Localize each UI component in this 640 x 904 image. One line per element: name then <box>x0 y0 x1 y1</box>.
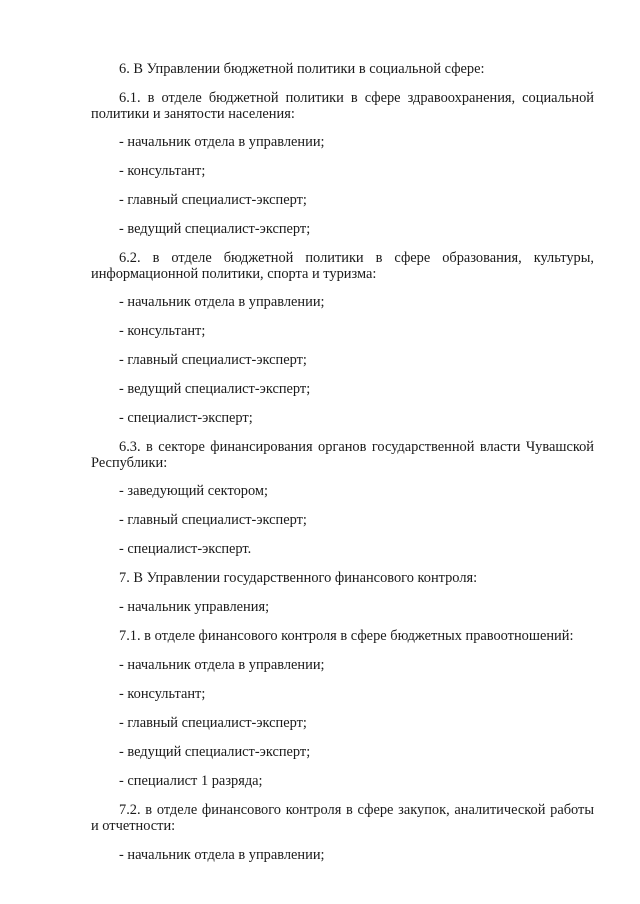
list-item: - заведующий сектором; <box>119 483 268 499</box>
subsection-6-2-heading-line-2: информационной политики, спорта и туризма: <box>91 266 377 282</box>
section-6-heading: 6. В Управлении бюджетной политики в социальной сфере: <box>119 61 485 77</box>
subsection-7-1-heading: 7.1. в отделе финансового контроля в сфере бюджетных правоотношений: <box>119 628 574 644</box>
list-item: - ведущий специалист-эксперт; <box>119 221 311 237</box>
subsection-6-3-heading-line-1: 6.3. в секторе финансирования органов государственной власти Чувашской <box>119 439 594 455</box>
list-item: - консультант; <box>119 323 206 339</box>
list-item: - начальник отдела в управлении; <box>119 657 325 673</box>
list-item: - ведущий специалист-эксперт; <box>119 744 311 760</box>
list-item: - главный специалист-эксперт; <box>119 715 307 731</box>
subsection-6-1-heading-line-1: 6.1. в отделе бюджетной политики в сфере здравоохранения, социальной <box>119 90 594 106</box>
list-item: - главный специалист-эксперт; <box>119 352 307 368</box>
list-item: - специалист-эксперт; <box>119 410 253 426</box>
section-7-heading: 7. В Управлении государственного финансового контроля: <box>119 570 478 586</box>
list-item: - начальник управления; <box>119 599 270 615</box>
list-item: - консультант; <box>119 163 206 179</box>
subsection-6-2-heading-line-1: 6.2. в отделе бюджетной политики в сфере образования, культуры, <box>119 250 594 266</box>
list-item: - специалист 1 разряда; <box>119 773 263 789</box>
subsection-7-2-heading-line-1: 7.2. в отделе финансового контроля в сфере закупок, аналитической работы <box>119 802 594 818</box>
list-item: - главный специалист-эксперт; <box>119 512 307 528</box>
list-item: - главный специалист-эксперт; <box>119 192 307 208</box>
subsection-6-3-heading-line-2: Республики: <box>91 455 168 471</box>
list-item: - консультант; <box>119 686 206 702</box>
list-item: - ведущий специалист-эксперт; <box>119 381 311 397</box>
list-item: - начальник отдела в управлении; <box>119 294 325 310</box>
list-item: - начальник отдела в управлении; <box>119 847 325 863</box>
subsection-7-2-heading-line-2: и отчетности: <box>91 818 176 834</box>
list-item: - начальник отдела в управлении; <box>119 134 325 150</box>
list-item: - специалист-эксперт. <box>119 541 252 557</box>
subsection-6-1-heading-line-2: политики и занятости населения: <box>91 106 295 122</box>
